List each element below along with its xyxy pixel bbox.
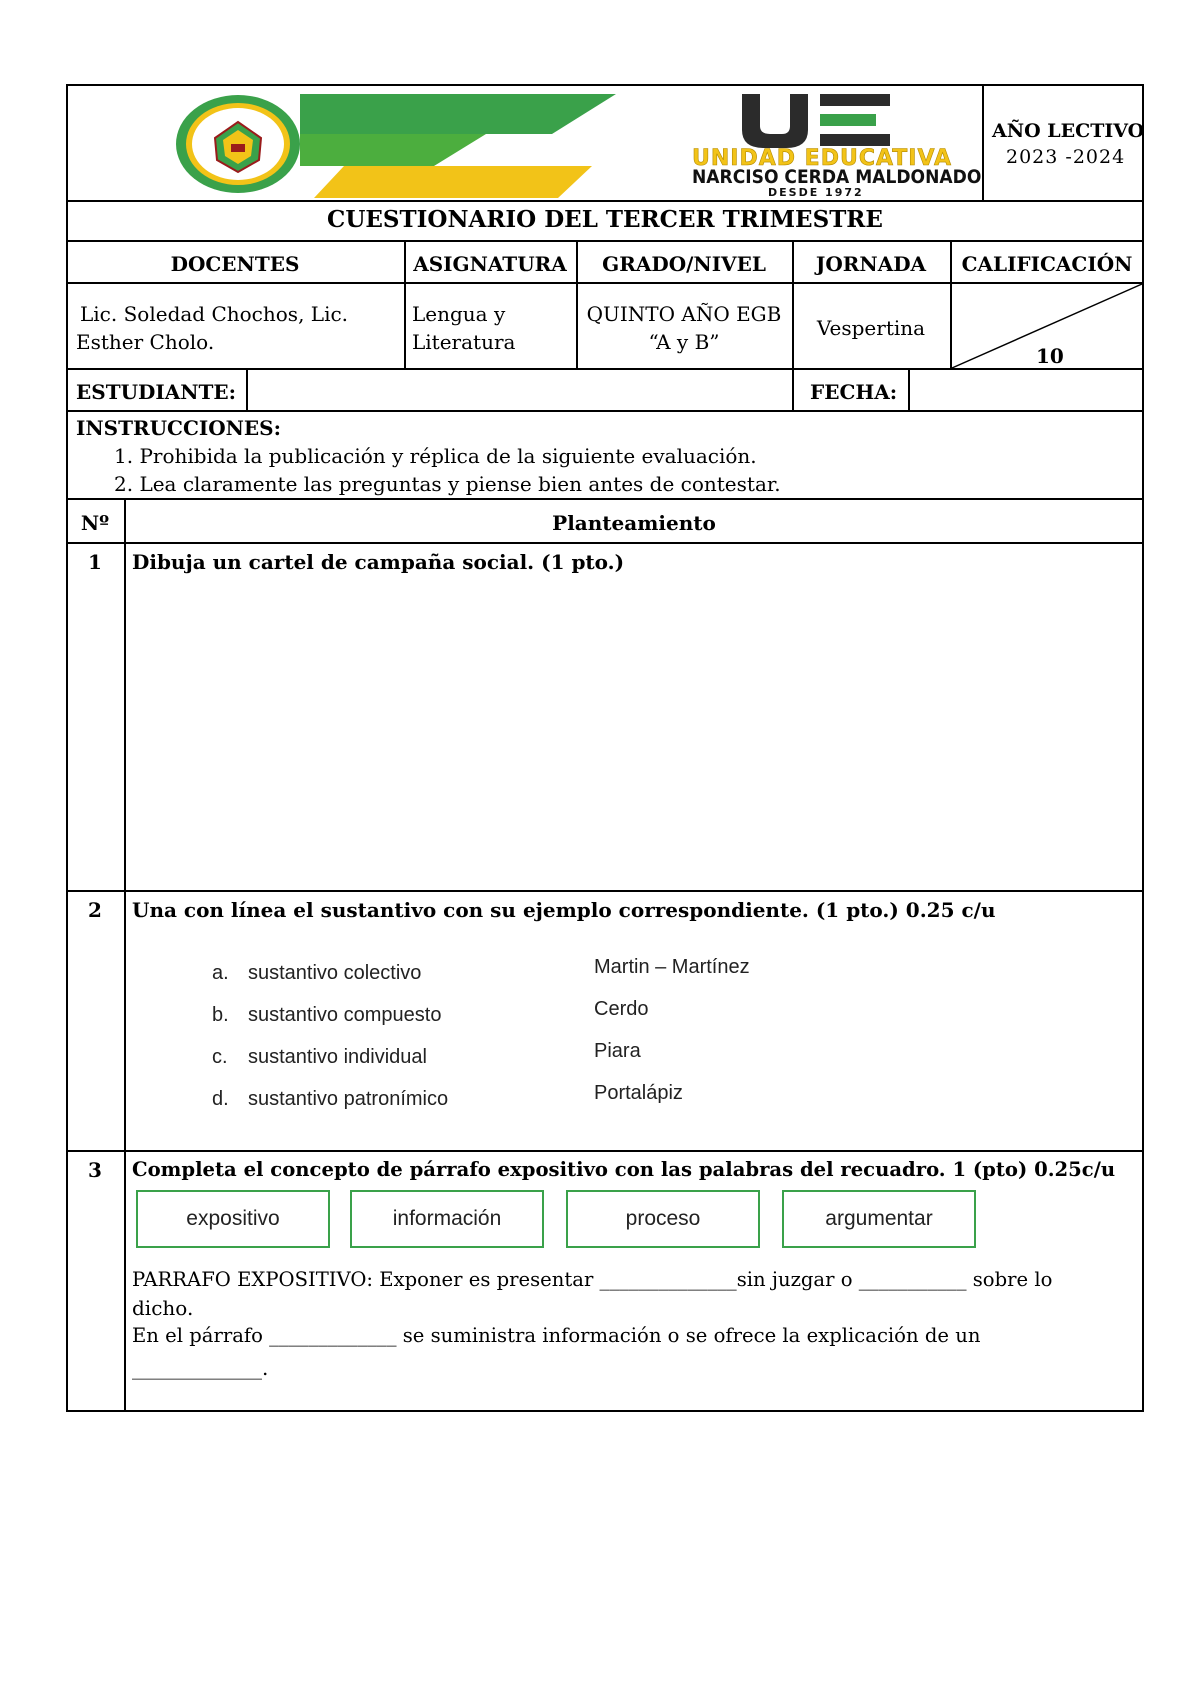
- word-box-argumentar: argumentar: [782, 1190, 976, 1248]
- logo-unidad-educativa: UNIDAD EDUCATIVA: [692, 146, 953, 171]
- question-2-text: Una con línea el sustantivo con su ejemplo correspondiente. (1 pto.) 0.25 c/u: [132, 898, 996, 922]
- student-label: ESTUDIANTE:: [76, 380, 237, 404]
- header-calificacion: CALIFICACIÓN: [961, 252, 1133, 276]
- school-seal-logo: [175, 94, 301, 194]
- paragraph-line-2: dicho.: [132, 1296, 194, 1320]
- docentes-value-1: Lic. Soledad Chochos, Lic.: [80, 302, 349, 326]
- logo-school-name: NARCISO CERDA MALDONADO: [692, 166, 982, 188]
- header-grado: GRADO/NIVEL: [602, 252, 766, 276]
- page-title: CUESTIONARIO DEL TERCER TRIMESTRE: [327, 206, 883, 233]
- example-4: Portalápiz: [594, 1082, 683, 1104]
- question-3-number: 3: [88, 1158, 102, 1182]
- student-name-field[interactable]: [250, 372, 790, 408]
- header-stripes: [300, 94, 630, 198]
- option-c-text: sustantivo individual: [248, 1046, 427, 1068]
- drawing-area[interactable]: [130, 582, 1138, 886]
- option-b-letter: b.: [212, 1004, 229, 1026]
- year-label: AÑO LECTIVO: [992, 120, 1145, 142]
- ue-logo-icon: [738, 92, 898, 150]
- grade-value: 10: [1036, 344, 1064, 368]
- option-a-text: sustantivo colectivo: [248, 962, 422, 984]
- paragraph-line-3[interactable]: En el párrafo _____________ se suministra información o se ofrece la explicación de un: [132, 1324, 981, 1347]
- option-b-text: sustantivo compuesto: [248, 1004, 442, 1026]
- question-2-number: 2: [88, 898, 102, 922]
- instruction-item-1: 1. Prohibida la publicación y réplica de la siguiente evaluación.: [114, 444, 757, 468]
- word-box-expositivo: expositivo: [136, 1190, 330, 1248]
- option-a-letter: a.: [212, 962, 229, 984]
- asignatura-value-2: Literatura: [412, 330, 516, 354]
- instruction-item-2: 2. Lea claramente las preguntas y piense bien antes de contestar.: [114, 472, 781, 496]
- question-1-text: Dibuja un cartel de campaña social. (1 pto.): [132, 550, 625, 574]
- asignatura-value-1: Lengua y: [412, 302, 506, 326]
- word-box-informacion: información: [350, 1190, 544, 1248]
- example-2: Cerdo: [594, 998, 649, 1020]
- paragraph-line-4[interactable]: _____________.: [132, 1356, 269, 1380]
- header-asignatura: ASIGNATURA: [413, 252, 567, 276]
- docentes-value-2: Esther Cholo.: [76, 330, 215, 354]
- date-field[interactable]: [912, 372, 1140, 408]
- instructions-label: INSTRUCCIONES:: [76, 416, 281, 440]
- question-3-text: Completa el concepto de párrafo expositivo con las palabras del recuadro. 1 (pto) 0.25c/u: [132, 1158, 1116, 1181]
- logo-since: DESDE 1972: [768, 186, 864, 199]
- paragraph-line-1[interactable]: PARRAFO EXPOSITIVO: Exponer es presentar ______________sin juzgar o ___________ sobre lo: [132, 1268, 1053, 1291]
- year-cell: [982, 84, 1144, 202]
- header-planteamiento: Planteamiento: [552, 511, 716, 535]
- grado-value-1: QUINTO AÑO EGB: [586, 302, 782, 326]
- option-c-letter: c.: [212, 1046, 228, 1068]
- header-num: Nº: [80, 511, 110, 535]
- option-d-letter: d.: [212, 1088, 229, 1110]
- year-value: 2023 -2024: [1006, 146, 1126, 168]
- option-d-text: sustantivo patronímico: [248, 1088, 449, 1110]
- question-1-number: 1: [88, 550, 102, 574]
- word-box-proceso: proceso: [566, 1190, 760, 1248]
- example-1: Martin – Martínez: [594, 956, 750, 978]
- header-docentes: DOCENTES: [170, 252, 300, 276]
- header-jornada: JORNADA: [815, 252, 927, 276]
- example-3: Piara: [594, 1040, 641, 1062]
- date-label: FECHA:: [810, 380, 898, 404]
- jornada-value: Vespertina: [816, 316, 926, 340]
- grado-value-2: “A y B”: [648, 330, 720, 354]
